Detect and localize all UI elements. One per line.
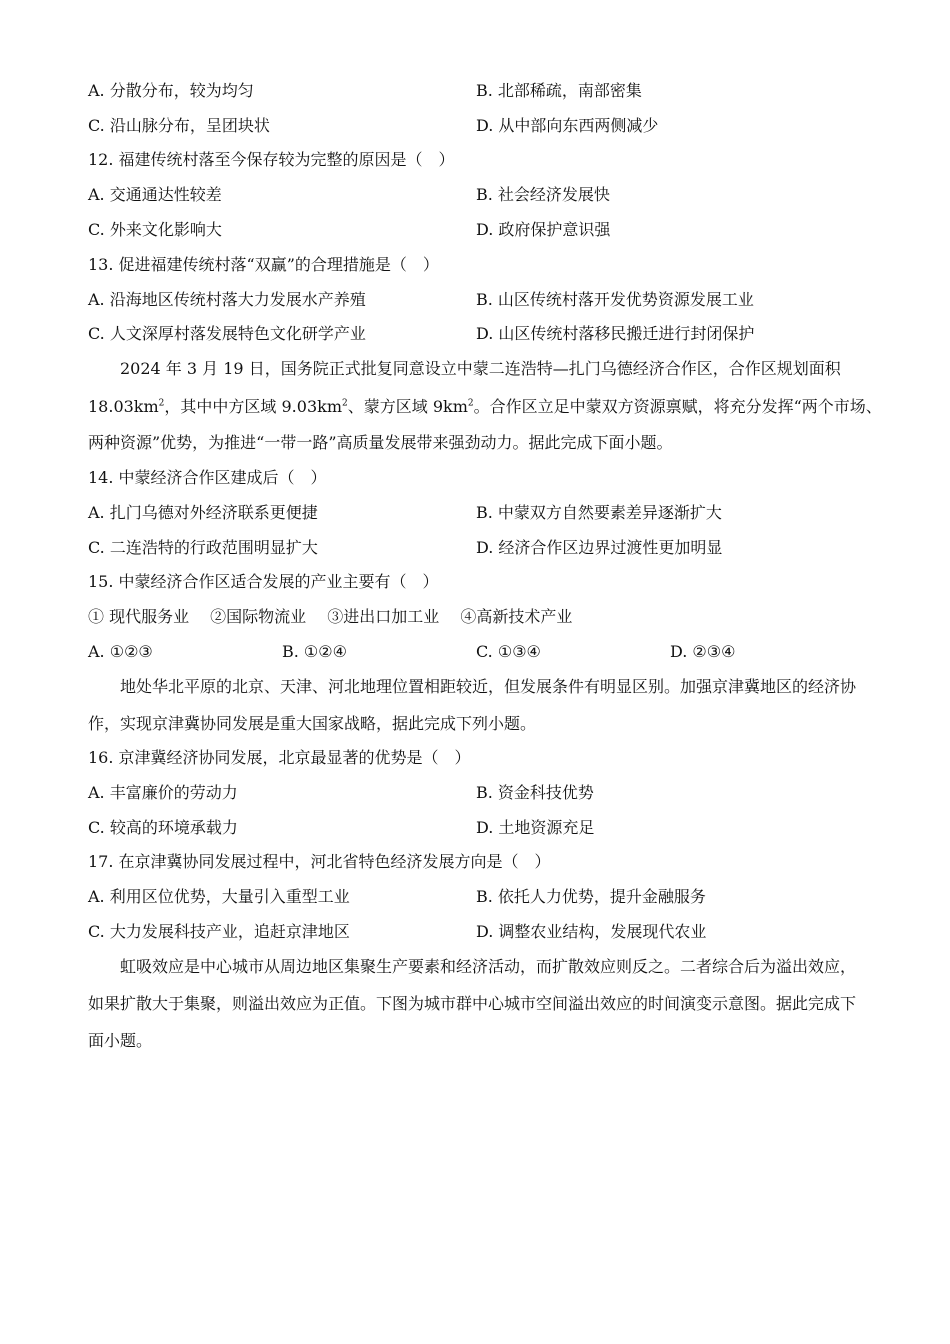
q14-option-d: D. 经济合作区边界过渡性更加明显 [476,538,723,557]
q13-option-b: B. 山区传统村落开发优势资源发展工业 [476,290,754,309]
q11-option-b: B. 北部稀疏，南部密集 [476,81,642,100]
q13-stem: 13. 促进福建传统村落“双赢”的合理措施是（ ） [88,255,439,274]
q15-option-a: A. ①②③ [88,642,153,661]
q13-option-c: C. 人文深厚村落发展特色文化研学产业 [88,324,366,343]
passage4: 虹吸效应是中心城市从周边地区集聚生产要素和经济活动，而扩散效应则反之。二者综合后为溢出效应，如果扩散大于集聚，则溢出效应为正值。下图为城市群中心城市空间溢出效应的时间演变示意图。据此完成下面小题。 [88,957,857,1050]
q15-option-d: D. ②③④ [670,642,736,661]
q17-option-c: C. 大力发展科技产业，追赶京津地区 [88,922,350,941]
q14-option-b: B. 中蒙双方自然要素差异逐渐扩大 [476,503,722,522]
q16-option-d: D. 土地资源充足 [476,818,595,837]
q14-option-a: A. 扎门乌德对外经济联系更便捷 [88,503,318,522]
passage2-line1: 2024 年 3 月 19 日，国务院正式批复同意设立中蒙二连浩特—扎门乌德经济合作区，合作区规划面积 [120,359,841,378]
q16-option-c: C. 较高的环境承载力 [88,818,238,837]
passage2-line2: $18.03km^2$，其中中方区域 $9.03km^2$、蒙方区域 $9km^2$。合作区立足中蒙双方资源禀赋，将充分发挥“两个市场、 [88,397,882,416]
passage2-line3: 两种资源”优势，为推进“一带一路”高质量发展带来强劲动力。据此完成下面小题。 [88,433,673,452]
q15-option-c: C. ①③④ [476,642,541,661]
q17-option-b: B. 依托人力优势，提升金融服务 [476,887,706,906]
q12-option-a: A. 交通通达性较差 [88,185,222,204]
q16-option-b: B. 资金科技优势 [476,783,594,802]
q13-option-a: A. 沿海地区传统村落大力发展水产养殖 [88,290,366,309]
q11-option-a: A. 分散分布，较为均匀 [88,81,254,100]
q16-stem: 16. 京津冀经济协同发展，北京最显著的优势是（ ） [88,748,471,767]
q16-option-a: A. 丰富廉价的劳动力 [88,783,238,802]
q15-items: ① 现代服务业 ②国际物流业 ③进出口加工业 ④高新技术产业 [88,607,573,626]
q17-option-d: D. 调整农业结构，发展现代农业 [476,922,707,941]
q12-option-b: B. 社会经济发展快 [476,185,610,204]
passage3: 地处华北平原的北京、天津、河北地理位置相距较近，但发展条件有明显区别。加强京津冀地区的经济协作，实现京津冀协同发展是重大国家战略，据此完成下列小题。 [88,677,857,733]
q14-stem: 14. 中蒙经济合作区建成后（ ） [88,468,327,487]
q13-option-d: D. 山区传统村落移民搬迁进行封闭保护 [476,324,755,343]
q12-option-c: C. 外来文化影响大 [88,220,222,239]
q11-option-d: D. 从中部向东西两侧减少 [476,116,659,135]
q11-option-c: C. 沿山脉分布，呈团块状 [88,116,270,135]
q17-stem: 17. 在京津冀协同发展过程中，河北省特色经济发展方向是（ ） [88,852,551,871]
q12-option-d: D. 政府保护意识强 [476,220,611,239]
q17-option-a: A. 利用区位优势，大量引入重型工业 [88,887,350,906]
q15-option-b: B. ①②④ [282,642,347,661]
q14-option-c: C. 二连浩特的行政范围明显扩大 [88,538,318,557]
q15-stem: 15. 中蒙经济合作区适合发展的产业主要有（ ） [88,572,439,591]
q12-stem: 12. 福建传统村落至今保存较为完整的原因是（ ） [88,150,455,169]
